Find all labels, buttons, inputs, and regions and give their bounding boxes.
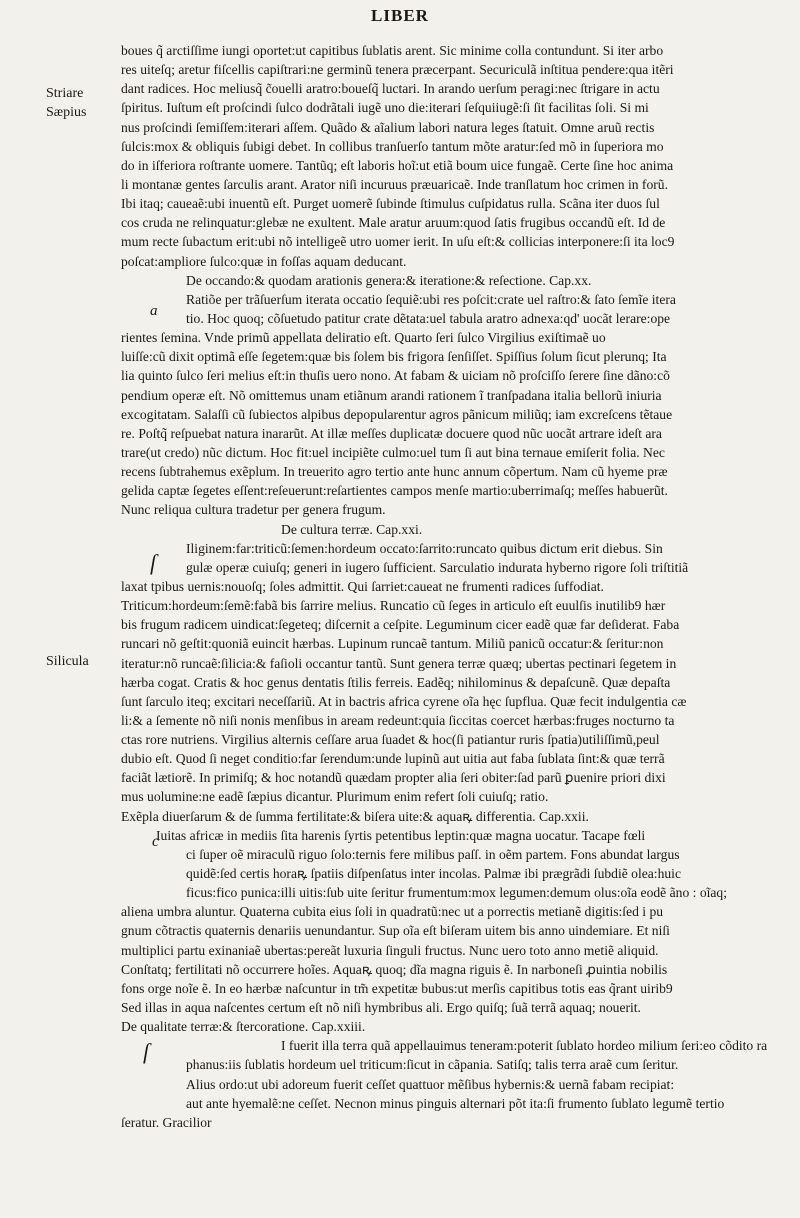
text-line: Ratiõe per trãſuerſum iterata occatio ſequiẽ:ubi res poſcit:crate uel raſtro:& ſato ſemĩe itera <box>186 291 676 307</box>
text-line: boues q̃ arctiſſime iungi oportet:ut capitibus ſublatis arent. Sic minime colla contundunt. Si iter arbo <box>121 43 664 58</box>
text-line: ctas rore nutriens. Virgilius alternis ceſſare arua ſuadet & hoc(ſi patiantur ruris ſpatia)utiliſſimũ,peul <box>121 732 660 748</box>
guide-letter-s: ſ <box>150 550 157 575</box>
text-line: faciãt lætiorẽ. In primiſq; & hoc notandũ quædam propter alia ſeri obiter:ſad parũ ꝑuenire priori dixi <box>121 770 666 786</box>
text-line: aliena umbra aluntur. Quaterna cubita eius ſoli in quadratũ:nec ut a porrectis metianẽ digitis:ſed i pu <box>121 904 664 920</box>
text-line: excogitatam. Salaſſi cũ ſubiectos alpibus depopularentur agros pãnicum miliũq; iam excreſcens tẽtaue <box>121 406 673 422</box>
text-line: phanus:iis ſublatis hordeum uel triticum:ſicut in cãpania. Satiſq; talis terra araẽ cum ſeritur. <box>186 1057 679 1073</box>
text-line: multiplici partu exinaniaẽ ubertas:pereãt luxuria ſinguli fructus. Nunc uero toto anno metiẽ aliquid. <box>121 942 659 958</box>
text-line: trare(ut credo) nũc dictum. Hoc fit:uel incipiẽte culmo:uel tum ſi aut bina ternaue emiſerit folia. Nec <box>121 444 665 460</box>
margin-note-saepius: Sæpius <box>46 105 87 120</box>
chapter-heading-xxi: De cultura terræ. Cap.xxi. <box>281 521 423 537</box>
text-line: iteratur:nõ runcaẽ:ſilicia:& faſioli occantur tantũ. Sunt genera terræ quæq; ubertas pectinari ſegetem in <box>121 655 677 671</box>
text-line: poſcat:ampliore ſulco:quæ in foſſas aquam deducant. <box>121 253 407 269</box>
text-line: rientes ſemina. Vnde primũ appellata deliratio eſt. Quarto ſeri ſulco Virgilius exiſtimaẽ uo <box>121 330 606 346</box>
text-line: ſulcis:mox & obliquis ſubigi debet. In collibus tranſuerſo tantum mõte aratur:ſed mõ in ſuperiora mo <box>121 138 664 154</box>
text-line: Alius ordo:ut ubi adoreum fuerit ceſſet quattuor mẽſibus hybernis:& uernã fabam recipiat: <box>186 1076 675 1092</box>
guide-letter-c: c <box>152 833 160 850</box>
text-line: Triticum:hordeum:ſemẽ:fabã bis ſarrire melius. Runcatio cũ ſeges in articulo eſt euulſis inutilib9 hær <box>121 598 666 614</box>
margin-note-silicula: Silicula <box>46 654 89 669</box>
text-line: mus uolumine:ne eadẽ ſæpius dicantur. Plurimum enim refert ſoli cuiuſq; ratio. <box>121 789 549 805</box>
chapter-heading-xxii: Iuitas africæ in mediis ſita harenis ſyrtis petentibus leptin:quæ magna uocatur. Tacape fœli <box>156 827 646 843</box>
text-line: quidẽ:ſed certis horaꝶ ſpatiis diſpenſatus inter incolas. Palmæ ibi prægrãdi ſubdiẽ olea:huic <box>186 866 681 882</box>
text-line: Iliginem:far:triticũ:ſemen:hordeum occato:ſarrito:runcato quibus dictum erit diebus. Sin <box>186 540 663 556</box>
text-line: ſeratur. Gracilior <box>121 1114 212 1130</box>
text-line: lia quinto ſulco ſeri melius eſt:in thuſis uero nono. At fabam & uiciam nõ proſciſſo ſerere ſine dãno:cõ <box>121 368 670 384</box>
text-line: do in iſferiora roſtrante uomere. Tantũq; eſt laboris hoĩ:ut etiã boum uice fungaẽ. Certe ſine hoc anima <box>121 157 674 173</box>
text-line: Nunc reliqua cultura tradetur per genera frugum. <box>121 502 386 518</box>
text-line: aut ante hyemalẽ:ne ceſſet. Necnon minus pinguis alternari põt ita:ſi frumento ſublato legumẽ tertio <box>186 1095 725 1111</box>
text-line: Sed illas in aqua naſcentes certum eſt nõ niſi hymbribus ali. Ergo quiſq; ſuã terrã aquaq; nouerit. <box>121 1000 641 1016</box>
text-line: runcari nõ geſtit:quoniã euincit hærbas. Lupinum runcaẽ tantum. Miliũ panicũ occatur:& ſeritur:non <box>121 636 664 652</box>
running-header: LIBER <box>371 6 429 25</box>
text-line: gelida captæ ſegetes eſſent:reſeuerunt:reſartientes campos menſe martio:uberrimaſq; meſſes habuerũt. <box>121 483 668 499</box>
text-line: re. Poſtq̃ reſpuebat natura inararũt. At illæ meſſes duplicatæ docuere quod nũc uocãt artrare ideſt ara <box>121 425 662 441</box>
text-line: bis frugum radicem uindicat:ſegeteq; diſcernit a ceſpite. Leguminum cicer eadẽ quæ far deſiderat. Faba <box>121 617 680 633</box>
guide-letter-s2: ſ <box>143 1039 150 1064</box>
text-line: laxat tpibus uernis:nouoſq; ſoles admittit. Qui ſarriet:caueat ne frumenti radices ſuffodiat. <box>121 578 604 594</box>
text-line: cos cruda ne relinquatur:glebæ ne exultent. Male aratur aruum:quod ſatis frugibus occandũ eſt. Id de <box>121 215 666 231</box>
text-line: De qualitate terræ:& ſtercoratione. Cap.xxiii. <box>121 1019 366 1035</box>
text-line: ficus:fico punica:illi uitis:ſub uite ſeritur frumentum:mox legumen:demum olus:oĩa eodẽ ãno : oĩaq; <box>186 885 727 901</box>
text-line: Conſtatq; fertilitati nõ occurrere hoĩes. Aquaꝶ quoq; dĩa magna riguis ẽ. In narboneſi ꝓuintia nobilis <box>121 961 668 977</box>
text-line: pendium operæ eſt. Nõ omittemus unam etiãnum arandi rationem ĩ tranſpadana italia bellorũ iniuria <box>121 387 662 403</box>
text-line: res uiteſq; aretur fiſcellis capiſtrari:ne germinũ tenera præcerpant. Securiculã inſtitua pendere:qua itẽri <box>121 62 674 78</box>
text-line <box>121 1132 769 1151</box>
text-line: hærba cogat. Cratis & hoc genus dentatis ſtilis ferreis. Eadẽq; nihilominus & depaſcunẽ. Quæ depaſta <box>121 674 671 690</box>
text-line: ſunt ſarculo iteq; excitari neceſſariũ. At in bactris africa cyrene oĩa hęc ſupflua. Quæ fecit indulgentia cæ <box>121 693 687 709</box>
text-line: dant radices. Hoc meliusq̃ c̃ouelli aratro:boueſq̃ luctari. In arando uerſum peragi:nec ſtrigare in actu <box>121 81 660 97</box>
text-line: mum recte ſubactum erit:ubi nõ intelligeẽ utro uomer ierit. In uſu eſt:& collicias interponere:ſi ita loc9 <box>121 234 675 250</box>
text-line: Exẽpla diuerſarum & de ſumma fertilitate:& biſera uite:& aquaꝶ differentia. Cap.xxii. <box>121 808 589 824</box>
chapter-heading-xxiii: I fuerit illa terra quã appellauimus teneram:poterit ſublato hordeo milium ſeri:eo cõdito ra <box>281 1038 768 1054</box>
text-line: recens ſubtrahemus exẽplum. In treuerito agro tertio ante hunc annum cõpertum. Nam cũ hyeme præ <box>121 464 668 480</box>
text-line: dubio eſt. Quod ſi neget conditio:far ſerendum:unde lupinũ aut uitia aut faba ſublata ſint:& quæ terrã <box>121 751 665 767</box>
text-line: fons orge noĩe ẽ. In eo hærbæ naſcuntur in tm̃ expetitæ bubus:ut merſis capitibus totis eas q̃rant uirib9 <box>121 980 673 996</box>
margin-note-striare: Striare <box>46 86 84 101</box>
text-line: ci ſuper oẽ miraculũ riguo ſolo:ternis fere milibus paſſ. in oẽm partem. Fons abundat largus <box>186 846 680 862</box>
text-line: ſpiritus. Iuſtum eſt proſcindi ſulco dodrãtali iugẽ uno die:iterari ſeſquiiugẽ:ſi ſit facilitas ſoli. Si mi <box>121 100 649 116</box>
body-text <box>121 41 769 1151</box>
text-line: li montanæ gentes ſarculis arant. Arator niſi incuruus præuaricaẽ. Inde tranſlatum hoc crimen in forũ. <box>121 176 668 192</box>
text-line: li:& a ſemente nõ niſi nonis menſibus in aream redeunt:quia ſiccitas coercet hærbas:fruges nocturno ta <box>121 712 675 728</box>
text-line: nus proſcindi ſemiſſem:iterari aſſem. Quãdo & aĩalium labori natura leges ſtatuit. Omne aruũ rectis <box>121 119 655 135</box>
text-line: gnum cõtractis quaternis denariis uenundantur. Sup oĩa eſt biſeram uitem bis anno uindemiare. Et niſi <box>121 923 670 939</box>
text-line: gulæ operæ cuiuſq; generi in iugero ſufficient. Sarculatio indurata hyberno rigore ſoli triſtitiã <box>186 559 689 575</box>
text-line: tio. Hoc quoq; cõſuetudo patitur crate dẽtata:uel tabula aratro adnexa:qd' uocãt lerare:ope <box>186 310 671 326</box>
text-line: luiſſe:cũ dixit optimã eſſe ſegetem:quæ bis ſolem bis frigora ſenſiſſet. Spiſſius ſolum ſicut plerunq; Ita <box>121 349 667 365</box>
chapter-heading-xx: De occando:& quodam arationis genera:& iteratione:& reſectione. Cap.xx. <box>186 272 592 288</box>
guide-letter-a: a <box>150 303 158 319</box>
text-line: Ibi itaq; caueaẽ:ubi inuentũ eſt. Purget uomerẽ ſubinde ſtimulus cuſpidatus rulla. Scãna iter duos ſul <box>121 196 660 212</box>
